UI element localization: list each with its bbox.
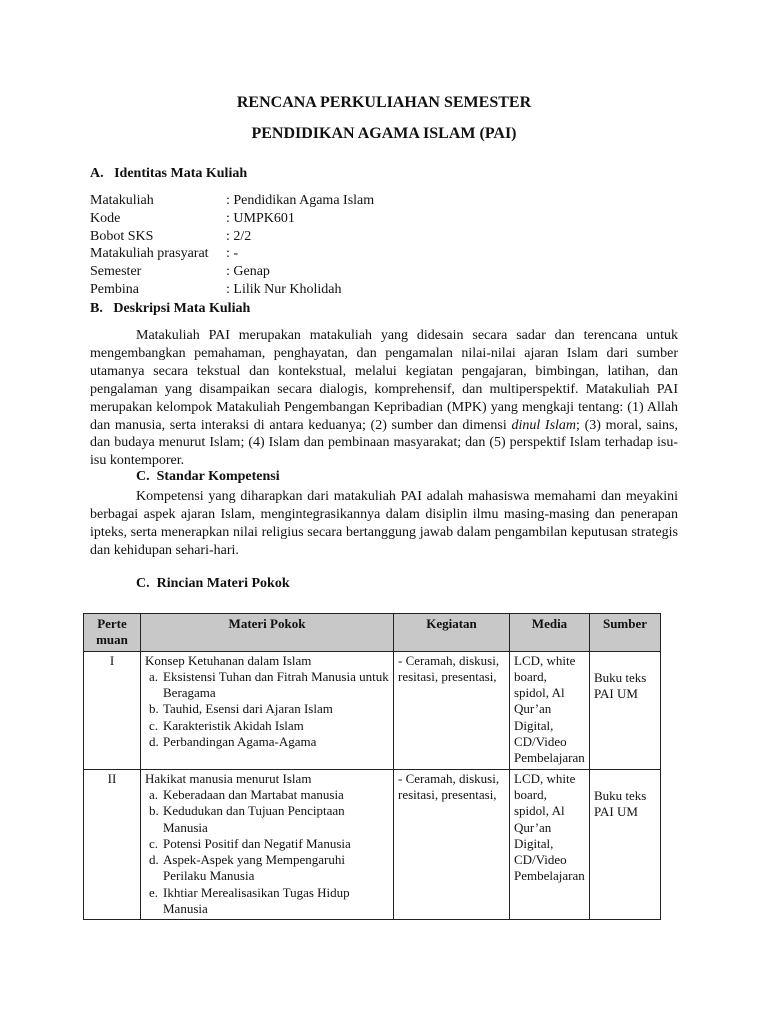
cell-media: LCD, white board, spidol, Al Qur’an Digital, CD/Video Pembelajaran xyxy=(510,769,590,920)
cell-materi xyxy=(141,769,394,920)
cell-pertemuan: I xyxy=(84,651,141,769)
description-paragraph: Matakuliah PAI merupakan matakuliah yang didesain secara sadar dan terencana untuk mengembangkan pemahaman, penghayatan, dan pengamalan nilai-nilai ajaran Islam dari sumber utamanya secara tekstual dan kontekstual, melalui kegiatan pengajaran, bimbingan, latihan, dan pengalaman yang disampaikan secara dialogis, komprehensif, dan multiperspektif. Matakuliah PAI merupakan kelompok Matakuliah Pengembangan Kepribadian (MPK) yang mengkaji tentang: (1) Allah dan manusia, serta interaksi di antara keduanya; (2) sumber dan dimensi dinul Islam; (3) moral, sains, dan budaya menurut Islam; (4) Islam dan pembinaan masyarakat; dan (5) perspektif Islam terhadap isu-isu kontemporer. xyxy=(90,328,679,469)
cell-materi xyxy=(141,651,394,769)
cell-kegiatan: - Ceramah, diskusi, resitasi, presentasi, xyxy=(394,651,510,769)
identity-list xyxy=(90,192,374,299)
topic-title: Hakikat manusia menurut Islam xyxy=(145,770,312,786)
section-a-heading: A. Identitas Mata Kuliah xyxy=(90,166,248,181)
materials-table xyxy=(83,613,661,920)
cell-pertemuan: II xyxy=(84,769,141,920)
table-row xyxy=(84,651,661,769)
section-b-heading: B. Deskripsi Mata Kuliah xyxy=(90,301,251,316)
header-sumber: Sumber xyxy=(590,614,661,652)
header-pertemuan: Perte muan xyxy=(84,614,141,652)
cell-media: LCD, white board, spidol, Al Qur’an Digital, CD/Video Pembelajaran xyxy=(510,651,590,769)
header-media: Media xyxy=(510,614,590,652)
section-c-competency-heading: C. Standar Kompetensi xyxy=(136,469,280,484)
competency-paragraph: Kompetensi yang diharapkan dari matakuliah PAI adalah mahasiswa memahami dan meyakini berbagai aspek ajaran Islam, mengintegrasikannya dalam disiplin ilmu masing-masing dan penerapan ipteks, serta menerapkan nilai religius secara bertanggung jawab dalam pengambilan keputusan strategis dan kehidupan sehari-hari. xyxy=(90,489,678,558)
header-materi: Materi Pokok xyxy=(141,614,394,652)
document-title: RENCANA PERKULIAHAN SEMESTER xyxy=(236,94,532,111)
cell-kegiatan: - Ceramah, diskusi, resitasi, presentasi, xyxy=(394,769,510,920)
identity-row: Pembina : Lilik Nur Kholidah xyxy=(90,281,342,297)
cell-sumber: Buku teks PAI UM xyxy=(590,769,661,920)
list-item: e. Ikhtiar Merealisasikan Tugas Hidup Manusia xyxy=(149,884,350,917)
list-item: a. Eksistensi Tuhan dan Fitrah Manusia untuk Beragama xyxy=(149,668,389,701)
cell-sumber: Buku teks PAI UM xyxy=(590,651,661,769)
identity-row: Bobot SKS : 2/2 xyxy=(90,228,252,244)
subtopic-list xyxy=(145,669,389,750)
section-c-materials-heading: C. Rincian Materi Pokok xyxy=(136,576,290,591)
topic-title: Konsep Ketuhanan dalam Islam xyxy=(145,652,312,668)
list-item: d. Perbandingan Agama-Agama xyxy=(149,734,317,750)
table-row xyxy=(84,769,661,920)
list-item: a. Keberadaan dan Martabat manusia xyxy=(149,786,344,802)
identity-row: Matakuliah prasyarat : - xyxy=(90,246,239,262)
table-header-row xyxy=(84,614,661,652)
list-item: b. Kedudukan dan Tujuan Penciptaan Manusia xyxy=(149,803,345,835)
identity-row: Kode : UMPK601 xyxy=(90,210,295,226)
document-subtitle: PENDIDIKAN AGAMA ISLAM (PAI) xyxy=(251,125,517,142)
identity-row: Matakuliah : Pendidikan Agama Islam xyxy=(90,193,375,208)
list-item: c. Potensi Positif dan Negatif Manusia xyxy=(149,835,351,851)
list-item: b. Tauhid, Esensi dari Ajaran Islam xyxy=(149,701,333,717)
subtopic-list xyxy=(145,787,389,917)
identity-row: Semester : Genap xyxy=(90,264,270,280)
list-item: d. Aspek-Aspek yang Mempengaruhi Perilaku Manusia xyxy=(149,852,345,884)
header-kegiatan: Kegiatan xyxy=(394,614,510,652)
list-item: c. Karakteristik Akidah Islam xyxy=(149,717,304,733)
